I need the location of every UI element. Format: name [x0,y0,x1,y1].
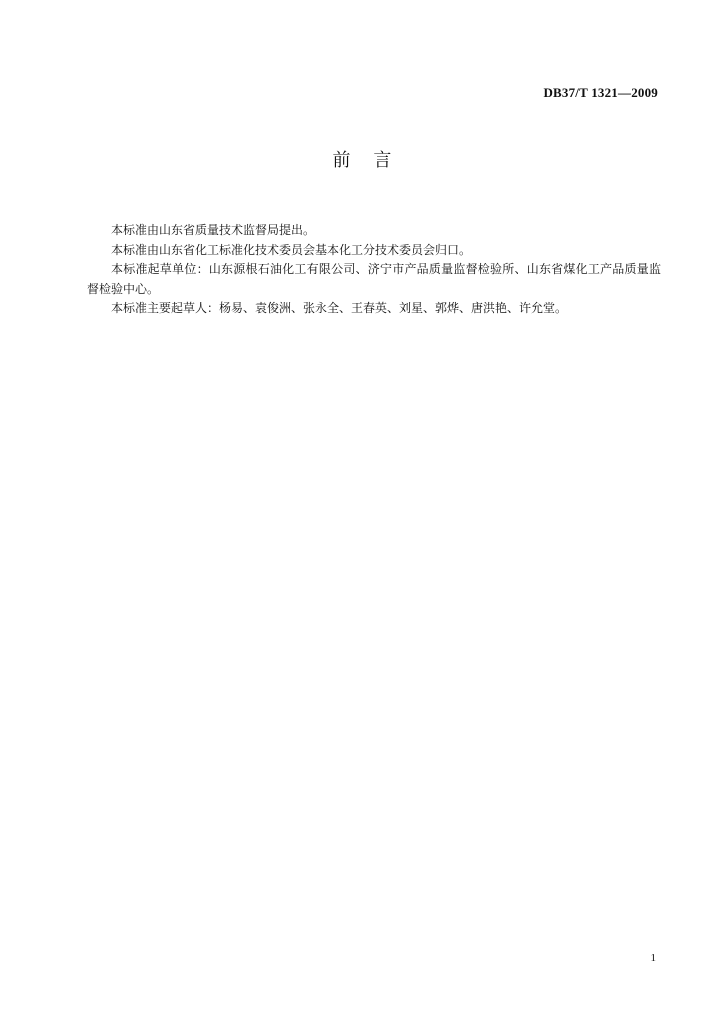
paragraph-administration: 本标准由山东省化工标准化技术委员会基本化工分技术委员会归口。 [111,242,472,257]
paragraph-drafting-units: 本标准起草单位：山东源根石油化工有限公司、济宁市产品质量监督检验所、山东省煤化工产品质量监督检验中心。 [87,262,661,296]
section-title: 前 言 [332,150,392,171]
page-number: 1 [650,952,656,964]
foreword-body [87,221,661,319]
standard-code: DB37/T 1321—2009 [543,85,658,100]
paragraph-proposer: 本标准由山东省质量技术监督局提出。 [111,223,316,237]
paragraph-drafters: 本标准主要起草人：杨易、袁俊洲、张永全、王春英、刘星、郭烨、唐洪艳、许允堂。 [111,301,568,315]
